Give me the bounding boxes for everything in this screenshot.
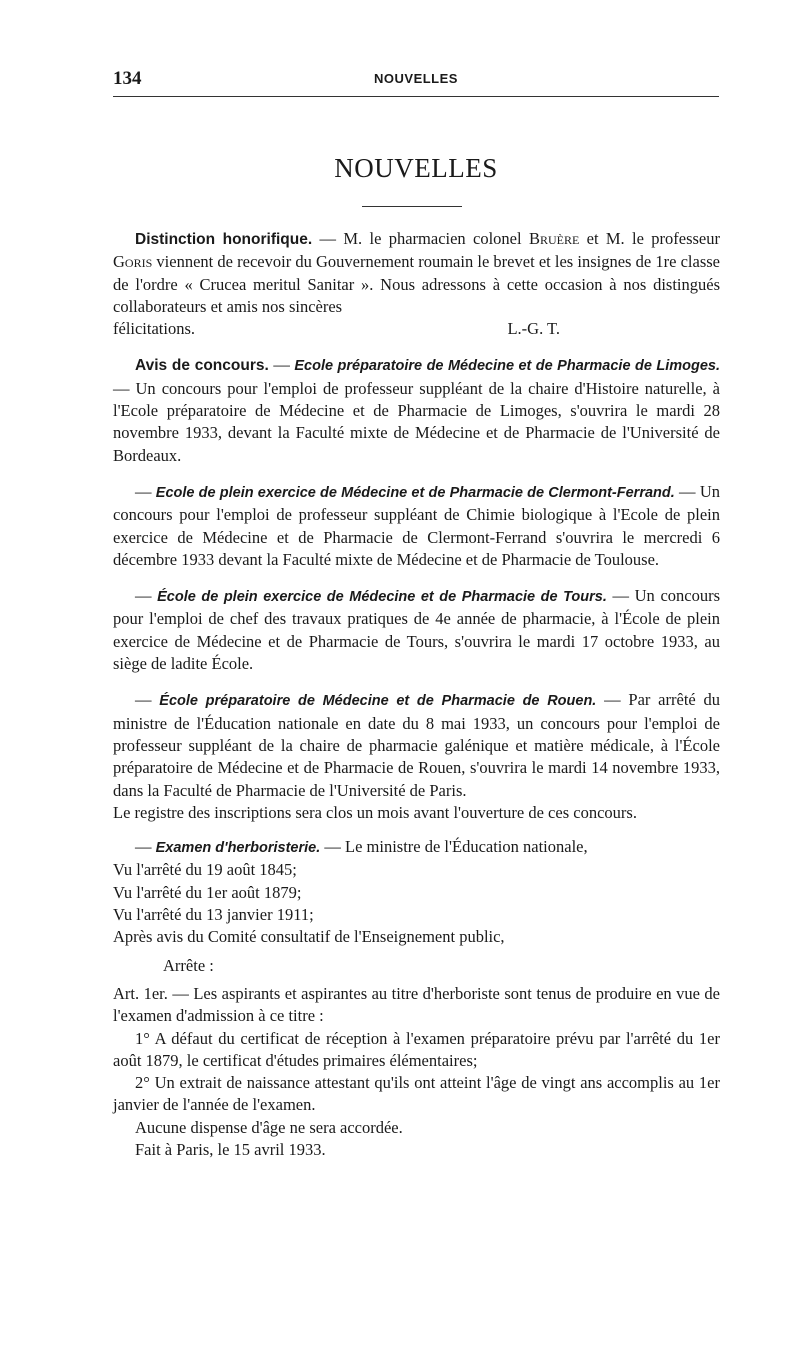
title-rule xyxy=(362,206,462,207)
examen-item-1: 1° A défaut du certificat de réception à l'examen préparatoire prévu par l'arrêté du 1er août 1879, le certificat d'études primaires élémentaires; xyxy=(113,1028,720,1070)
distinction-text-3: viennent de recevoir du Gouvernement roumain le brevet et les insignes de 1re classe de l'ordre « Crucea meritul Sanitar ». Nous adressons à cette occasion à nos distingués collaborateurs et amis nos sincères xyxy=(113,252,720,316)
examen-apres: Après avis du Comité consultatif de l'Enseignement public, xyxy=(113,927,505,947)
running-head: NOUVELLES xyxy=(374,71,458,86)
avis-tours-paragraph: — École de plein exercice de Médecine et de Pharmacie de Tours. — Un concours pour l'emploi de chef des travaux pratiques de 4e année de pharmacie, à l'École de plein exercice de Médecine et de Pharmacie de Tours, s'ouvrira le mardi 17 octobre 1933, au siège de ladite École. xyxy=(113,586,721,674)
distinction-text-1: — M. le pharmacien colonel xyxy=(312,229,529,248)
examen-dispense: Aucune dispense d'âge ne sera accordée. xyxy=(135,1117,403,1137)
avis-institution-limoges: Ecole préparatoire de Médecine et de Pharmacie de Limoges. xyxy=(294,358,720,375)
avis-text-limoges: — Un concours pour l'emploi de professeur suppléant de la chaire d'Histoire naturelle, à l'Ecole préparatoire de Médecine et de Pharmacie de Limoges, s'ouvrira le mardi 28 novembre 1933, devant la Faculté mixte de Médecine et de Pharmacie de l'Université de Bordeaux. xyxy=(113,378,720,465)
avis-clermont-paragraph: — Ecole de plein exercice de Médecine et de Pharmacie de Clermont-Ferrand. — Un concours pour l'emploi de professeur suppléant de Chimie biologique à l'Ecole de plein exercice de Médecine et de Pharmacie de Clermont-Ferrand s'ouvrira le mercredi 6 décembre 1933 devant la Faculté mixte de Médecine et de Pharmacie de Toulouse. xyxy=(113,481,721,569)
examen-item-2: 2° Un extrait de naissance attestant qu'ils ont atteint l'âge de vingt ans accomplis au 1er janvier de l'année de l'examen. xyxy=(113,1073,720,1115)
avis-rouen-paragraph: — École préparatoire de Médecine et de Pharmacie de Rouen. — Par arrêté du ministre de l'Éducation nationale en date du 8 mai 1933, un concours pour l'emploi de professeur suppléant de la chaire de pharmacie galénique et matière médicale, à l'École préparatoire de Médecine et de Pharmacie de Rouen, s'ouvrira le mardi 14 novembre 1933, dans la Faculté de Pharmacie de l'Université de Paris. xyxy=(113,690,721,800)
distinction-signature: L.-G. T. xyxy=(507,319,560,339)
avis-text-rouen: — Par arrêté du ministre de l'Éducation nationale en date du 8 mai 1933, un concours pour l'emploi de professeur suppléant de la chaire de pharmacie galénique et matière médicale, à l'École préparatoire de Médecine et de Pharmacie de Rouen, s'ouvrira le mardi 14 novembre 1933, dans la Faculté de Pharmacie de l'Université de Paris. xyxy=(113,690,721,800)
examen-intro: — Le ministre de l'Éducation nationale, xyxy=(320,837,588,857)
avis-registre-paragraph: Le registre des inscriptions sera clos un mois avant l'ouverture de ces concours. xyxy=(113,802,637,822)
avis-lead: Avis de concours. xyxy=(135,357,269,375)
examen-vu-2: Vu l'arrêté du 1er août 1879; xyxy=(113,882,302,902)
article-body xyxy=(113,228,720,1161)
distinction-closing-line xyxy=(113,318,720,340)
distinction-lead: Distinction honorifique. xyxy=(135,231,313,248)
avis-dash: — xyxy=(268,355,295,375)
distinction-final-word: félicitations. xyxy=(113,319,196,339)
examen-article-1: Art. 1er. — Les aspirants et aspirantes au titre d'herboriste sont tenus de produire en vue de l'examen d'admission à ce titre : xyxy=(113,983,720,1026)
avis-institution-rouen: École préparatoire de Médecine et de Pharmacie de Rouen. xyxy=(159,693,597,710)
page-header xyxy=(113,68,719,92)
examen-title: Examen d'herboristerie. xyxy=(155,840,321,857)
header-rule xyxy=(113,96,719,97)
avis-institution-tours: École de plein exercice de Médecine et de Pharmacie de Tours. xyxy=(157,589,607,606)
avis-text-clermont: — Un concours pour l'emploi de professeur suppléant de Chimie biologique à l'Ecole de plein exercice de Médecine et de Pharmacie de Clermont-Ferrand s'ouvrira le mercredi 6 décembre 1933 devant la Faculté mixte de Médecine et de Pharmacie de Toulouse. xyxy=(113,481,721,569)
page-number: 134 xyxy=(113,68,142,89)
distinction-text-2: et M. le professeur xyxy=(579,229,720,248)
examen-fait: Fait à Paris, le 15 avril 1933. xyxy=(135,1139,326,1159)
distinction-name-2: Goris xyxy=(113,252,153,272)
examen-intro-paragraph: — Examen d'herboristerie. — Le ministre de l'Éducation nationale, xyxy=(135,837,588,857)
avis-text-tours: — Un concours pour l'emploi de chef des travaux pratiques de 4e année de pharmacie, à l'École de plein exercice de Médecine et de Pharmacie de Tours, s'ouvrira le mardi 17 octobre 1933, au siège de ladite École. xyxy=(113,586,721,674)
examen-arrete: Arrête : xyxy=(163,955,214,975)
avis-limoges-paragraph xyxy=(113,354,720,466)
examen-vu-1: Vu l'arrêté du 19 août 1845; xyxy=(113,860,297,880)
examen-vu-3: Vu l'arrêté du 13 janvier 1911; xyxy=(113,905,314,925)
distinction-paragraph xyxy=(113,228,720,318)
distinction-name-1: Bruère xyxy=(528,229,580,248)
avis-institution-clermont: Ecole de plein exercice de Médecine et de Pharmacie de Clermont-Ferrand. xyxy=(155,484,675,501)
section-title: NOUVELLES xyxy=(334,153,498,183)
